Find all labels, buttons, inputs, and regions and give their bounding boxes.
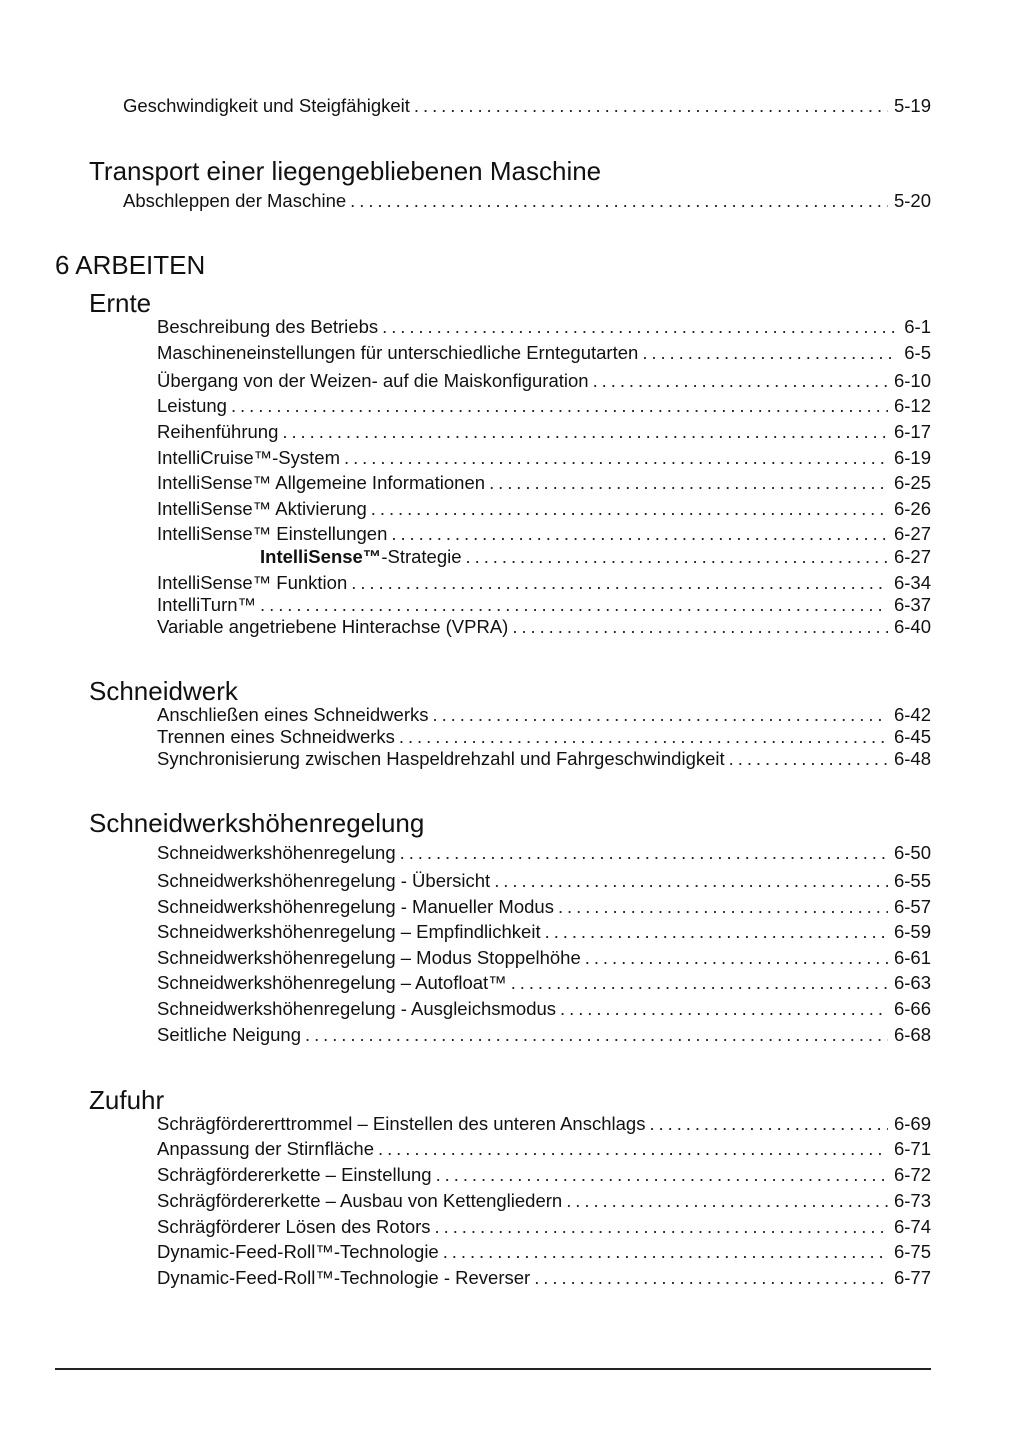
- toc-entry-title: Schneidwerkshöhenregelung: [157, 842, 396, 863]
- toc-entry-page: 6-55: [893, 870, 931, 891]
- toc-entry-title: Schrägförderer Lösen des Rotors: [157, 1216, 431, 1237]
- toc-leader-dots: [350, 190, 888, 212]
- toc-entry-page: 6-17: [893, 421, 931, 442]
- toc-entry[interactable]: [157, 896, 931, 918]
- toc-entry-page: 6-27: [893, 523, 931, 544]
- toc-entry-title-rest: -Strategie: [381, 546, 462, 567]
- toc-entry[interactable]: [157, 316, 931, 338]
- toc-entry-title: IntelliTurn™: [157, 594, 257, 615]
- toc-entry-title: Übergang von der Weizen- auf die Maiskonfiguration: [157, 370, 589, 391]
- toc-entry[interactable]: [157, 1216, 931, 1238]
- toc-entry[interactable]: [157, 395, 931, 417]
- toc-entry-title: Beschreibung des Betriebs: [157, 316, 379, 337]
- toc-entry-title: Schneidwerkshöhenregelung - Manueller Modus: [157, 896, 554, 917]
- toc-entry-title: Schrägfördererkette – Einstellung: [157, 1164, 432, 1185]
- toc-leader-dots: [466, 546, 888, 568]
- toc-entry[interactable]: [157, 616, 931, 638]
- section-heading-transport: Transport einer liegengebliebenen Maschine: [89, 156, 602, 186]
- section-heading-schneidwerk: Schneidwerk: [89, 676, 238, 706]
- toc-leader-dots: [511, 972, 888, 994]
- toc-entry[interactable]: [157, 472, 931, 494]
- toc-entry[interactable]: [157, 1164, 931, 1186]
- toc-entry-page: 5-19: [893, 95, 931, 116]
- toc-entry-page: 6-57: [893, 896, 931, 917]
- toc-leader-dots: [231, 395, 888, 417]
- toc-leader-dots: [512, 616, 888, 638]
- toc-leader-dots: [534, 1267, 888, 1289]
- toc-entry-page: 6-34: [893, 572, 931, 593]
- toc-entry-page: 6-27: [893, 546, 931, 567]
- toc-entry-title: Anpassung der Stirnfläche: [157, 1138, 374, 1159]
- toc-entry-title: IntelliSense™ Einstellungen: [157, 523, 388, 544]
- toc-entry[interactable]: [157, 498, 931, 520]
- toc-leader-dots: [642, 342, 898, 364]
- toc-entry[interactable]: [260, 546, 931, 568]
- toc-leader-dots: [494, 870, 888, 892]
- toc-leader-dots: [558, 896, 888, 918]
- toc-entry-page: 6-71: [893, 1138, 931, 1159]
- section-heading-zufuhr: Zufuhr: [89, 1085, 165, 1115]
- toc-entry-page: 6-77: [893, 1267, 931, 1288]
- toc-leader-dots: [443, 1241, 888, 1263]
- toc-leader-dots: [378, 1138, 888, 1160]
- toc-entry-title: IntelliSense™ Allgemeine Informationen: [157, 472, 486, 493]
- toc-entry-title: Abschleppen der Maschine: [123, 190, 347, 211]
- toc-leader-dots: [436, 1164, 888, 1186]
- toc-entry-page: 5-20: [893, 190, 931, 211]
- toc-leader-dots: [560, 998, 888, 1020]
- toc-entry-title: Maschineneinstellungen für unterschiedliche Erntegutarten: [157, 342, 639, 363]
- toc-entry-title: Schneidwerkshöhenregelung - Übersicht: [157, 870, 491, 891]
- toc-entry-page: 6-5: [904, 342, 931, 363]
- toc-entry[interactable]: [123, 190, 931, 212]
- toc-entry[interactable]: [157, 1113, 931, 1135]
- toc-leader-dots: [305, 1024, 888, 1046]
- toc-leader-dots: [282, 421, 888, 443]
- toc-entry[interactable]: [157, 572, 931, 594]
- section-heading-hoehenregelung: Schneidwerkshöhenregelung: [89, 808, 425, 838]
- toc-entry-page: 6-59: [893, 921, 931, 942]
- toc-leader-dots: [260, 594, 888, 616]
- toc-leader-dots: [351, 572, 888, 594]
- toc-leader-dots: [391, 523, 888, 545]
- toc-entry-page: 6-25: [893, 472, 931, 493]
- toc-entry-page: 6-72: [893, 1164, 931, 1185]
- toc-leader-dots: [414, 95, 888, 117]
- toc-entry[interactable]: [157, 1190, 931, 1212]
- toc-leader-dots: [371, 498, 888, 520]
- toc-entry[interactable]: [157, 704, 931, 726]
- toc-entry[interactable]: [157, 447, 931, 469]
- toc-entry-title: Variable angetriebene Hinterachse (VPRA): [157, 616, 509, 637]
- toc-entry-page: 6-48: [893, 748, 931, 769]
- toc-entry-title: Schneidwerkshöhenregelung – Autofloat™: [157, 972, 507, 993]
- toc-entry[interactable]: [157, 748, 931, 770]
- toc-leader-dots: [435, 1216, 888, 1238]
- toc-entry-title: IntelliSense™ Funktion: [157, 572, 348, 593]
- toc-entry[interactable]: [157, 842, 931, 864]
- toc-entry-page: 6-61: [893, 947, 931, 968]
- toc-entry[interactable]: [157, 972, 931, 994]
- toc-leader-dots: [399, 726, 888, 748]
- toc-entry-page: 6-26: [893, 498, 931, 519]
- toc-entry-title: Schneidwerkshöhenregelung - Ausgleichsmodus: [157, 998, 557, 1019]
- toc-entry[interactable]: [157, 421, 931, 443]
- toc-entry-page: 6-73: [893, 1190, 931, 1211]
- toc-entry-title: Dynamic-Feed-Roll™-Technologie: [157, 1241, 439, 1262]
- toc-leader-dots: [545, 921, 888, 943]
- toc-leader-dots: [649, 1113, 888, 1135]
- toc-entry[interactable]: [157, 870, 931, 892]
- toc-entry[interactable]: [157, 594, 931, 616]
- toc-entry-title: Schrägfördererttrommel – Einstellen des unteren Anschlags: [157, 1113, 646, 1134]
- toc-leader-dots: [344, 447, 888, 469]
- toc-entry-title-bold: IntelliSense™: [260, 546, 382, 567]
- toc-entry-page: 6-68: [893, 1024, 931, 1045]
- toc-entry-page: 6-45: [893, 726, 931, 747]
- toc-entry-page: 6-66: [893, 998, 931, 1019]
- toc-entry[interactable]: [157, 1241, 931, 1263]
- toc-entry-page: 6-10: [893, 370, 931, 391]
- toc-entry-title: Reihenführung: [157, 421, 279, 442]
- toc-leader-dots: [432, 704, 887, 726]
- toc-entry-page: 6-63: [893, 972, 931, 993]
- toc-leader-dots: [585, 947, 888, 969]
- toc-entry-page: 6-69: [893, 1113, 931, 1134]
- toc-leader-dots: [593, 370, 888, 392]
- toc-entry-title: IntelliCruise™-System: [157, 447, 340, 468]
- toc-entry-page: 6-42: [893, 704, 931, 725]
- toc-entry[interactable]: [157, 1024, 931, 1046]
- toc-entry-page: 6-19: [893, 447, 931, 468]
- toc-entry[interactable]: [157, 947, 931, 969]
- toc-leader-dots: [382, 316, 898, 338]
- section-heading-ernte: Ernte: [89, 288, 152, 318]
- toc-entry[interactable]: [157, 370, 931, 392]
- toc-entry[interactable]: [123, 95, 931, 117]
- toc-entry-page: 6-75: [893, 1241, 931, 1262]
- footer-divider: [55, 1368, 931, 1370]
- toc-entry[interactable]: [157, 921, 931, 943]
- toc-entry-title: Schneidwerkshöhenregelung – Modus Stoppelhöhe: [157, 947, 581, 968]
- toc-entry-page: 6-74: [893, 1216, 931, 1237]
- toc-entry-title: Schneidwerkshöhenregelung – Empfindlichkeit: [157, 921, 541, 942]
- toc-entry[interactable]: [157, 1267, 931, 1289]
- toc-entry-title: Anschließen eines Schneidwerks: [157, 704, 429, 725]
- toc-leader-dots: [489, 472, 888, 494]
- toc-leader-dots: [400, 842, 888, 864]
- toc-entry[interactable]: [157, 1138, 931, 1160]
- toc-leader-dots: [729, 748, 888, 770]
- toc-entry-title: Schrägfördererkette – Ausbau von Kettengliedern: [157, 1190, 563, 1211]
- toc-entry[interactable]: [157, 726, 931, 748]
- toc-leader-dots: [566, 1190, 888, 1212]
- toc-entry-title: [260, 546, 462, 568]
- toc-entry-page: 6-37: [893, 594, 931, 615]
- toc-entry-page: 6-50: [893, 842, 931, 863]
- toc-entry-title: Synchronisierung zwischen Haspeldrehzahl und Fahrgeschwindigkeit: [157, 748, 725, 769]
- toc-entry-page: 6-12: [893, 395, 931, 416]
- toc-entry-title: IntelliSense™ Aktivierung: [157, 498, 367, 519]
- toc-entry-title: Dynamic-Feed-Roll™-Technologie - Reverser: [157, 1267, 531, 1288]
- toc-entry-title: Trennen eines Schneidwerks: [157, 726, 395, 747]
- chapter-title: 6 ARBEITEN: [55, 250, 206, 280]
- toc-entry[interactable]: [157, 998, 931, 1020]
- toc-entry[interactable]: [157, 523, 931, 545]
- toc-entry-title: Geschwindigkeit und Steigfähigkeit: [123, 95, 410, 116]
- toc-entry-page: 6-40: [893, 616, 931, 637]
- toc-entry[interactable]: [157, 342, 931, 364]
- toc-entry-page: 6-1: [904, 316, 931, 337]
- toc-entry-title: Leistung: [157, 395, 227, 416]
- toc-entry-title: Seitliche Neigung: [157, 1024, 301, 1045]
